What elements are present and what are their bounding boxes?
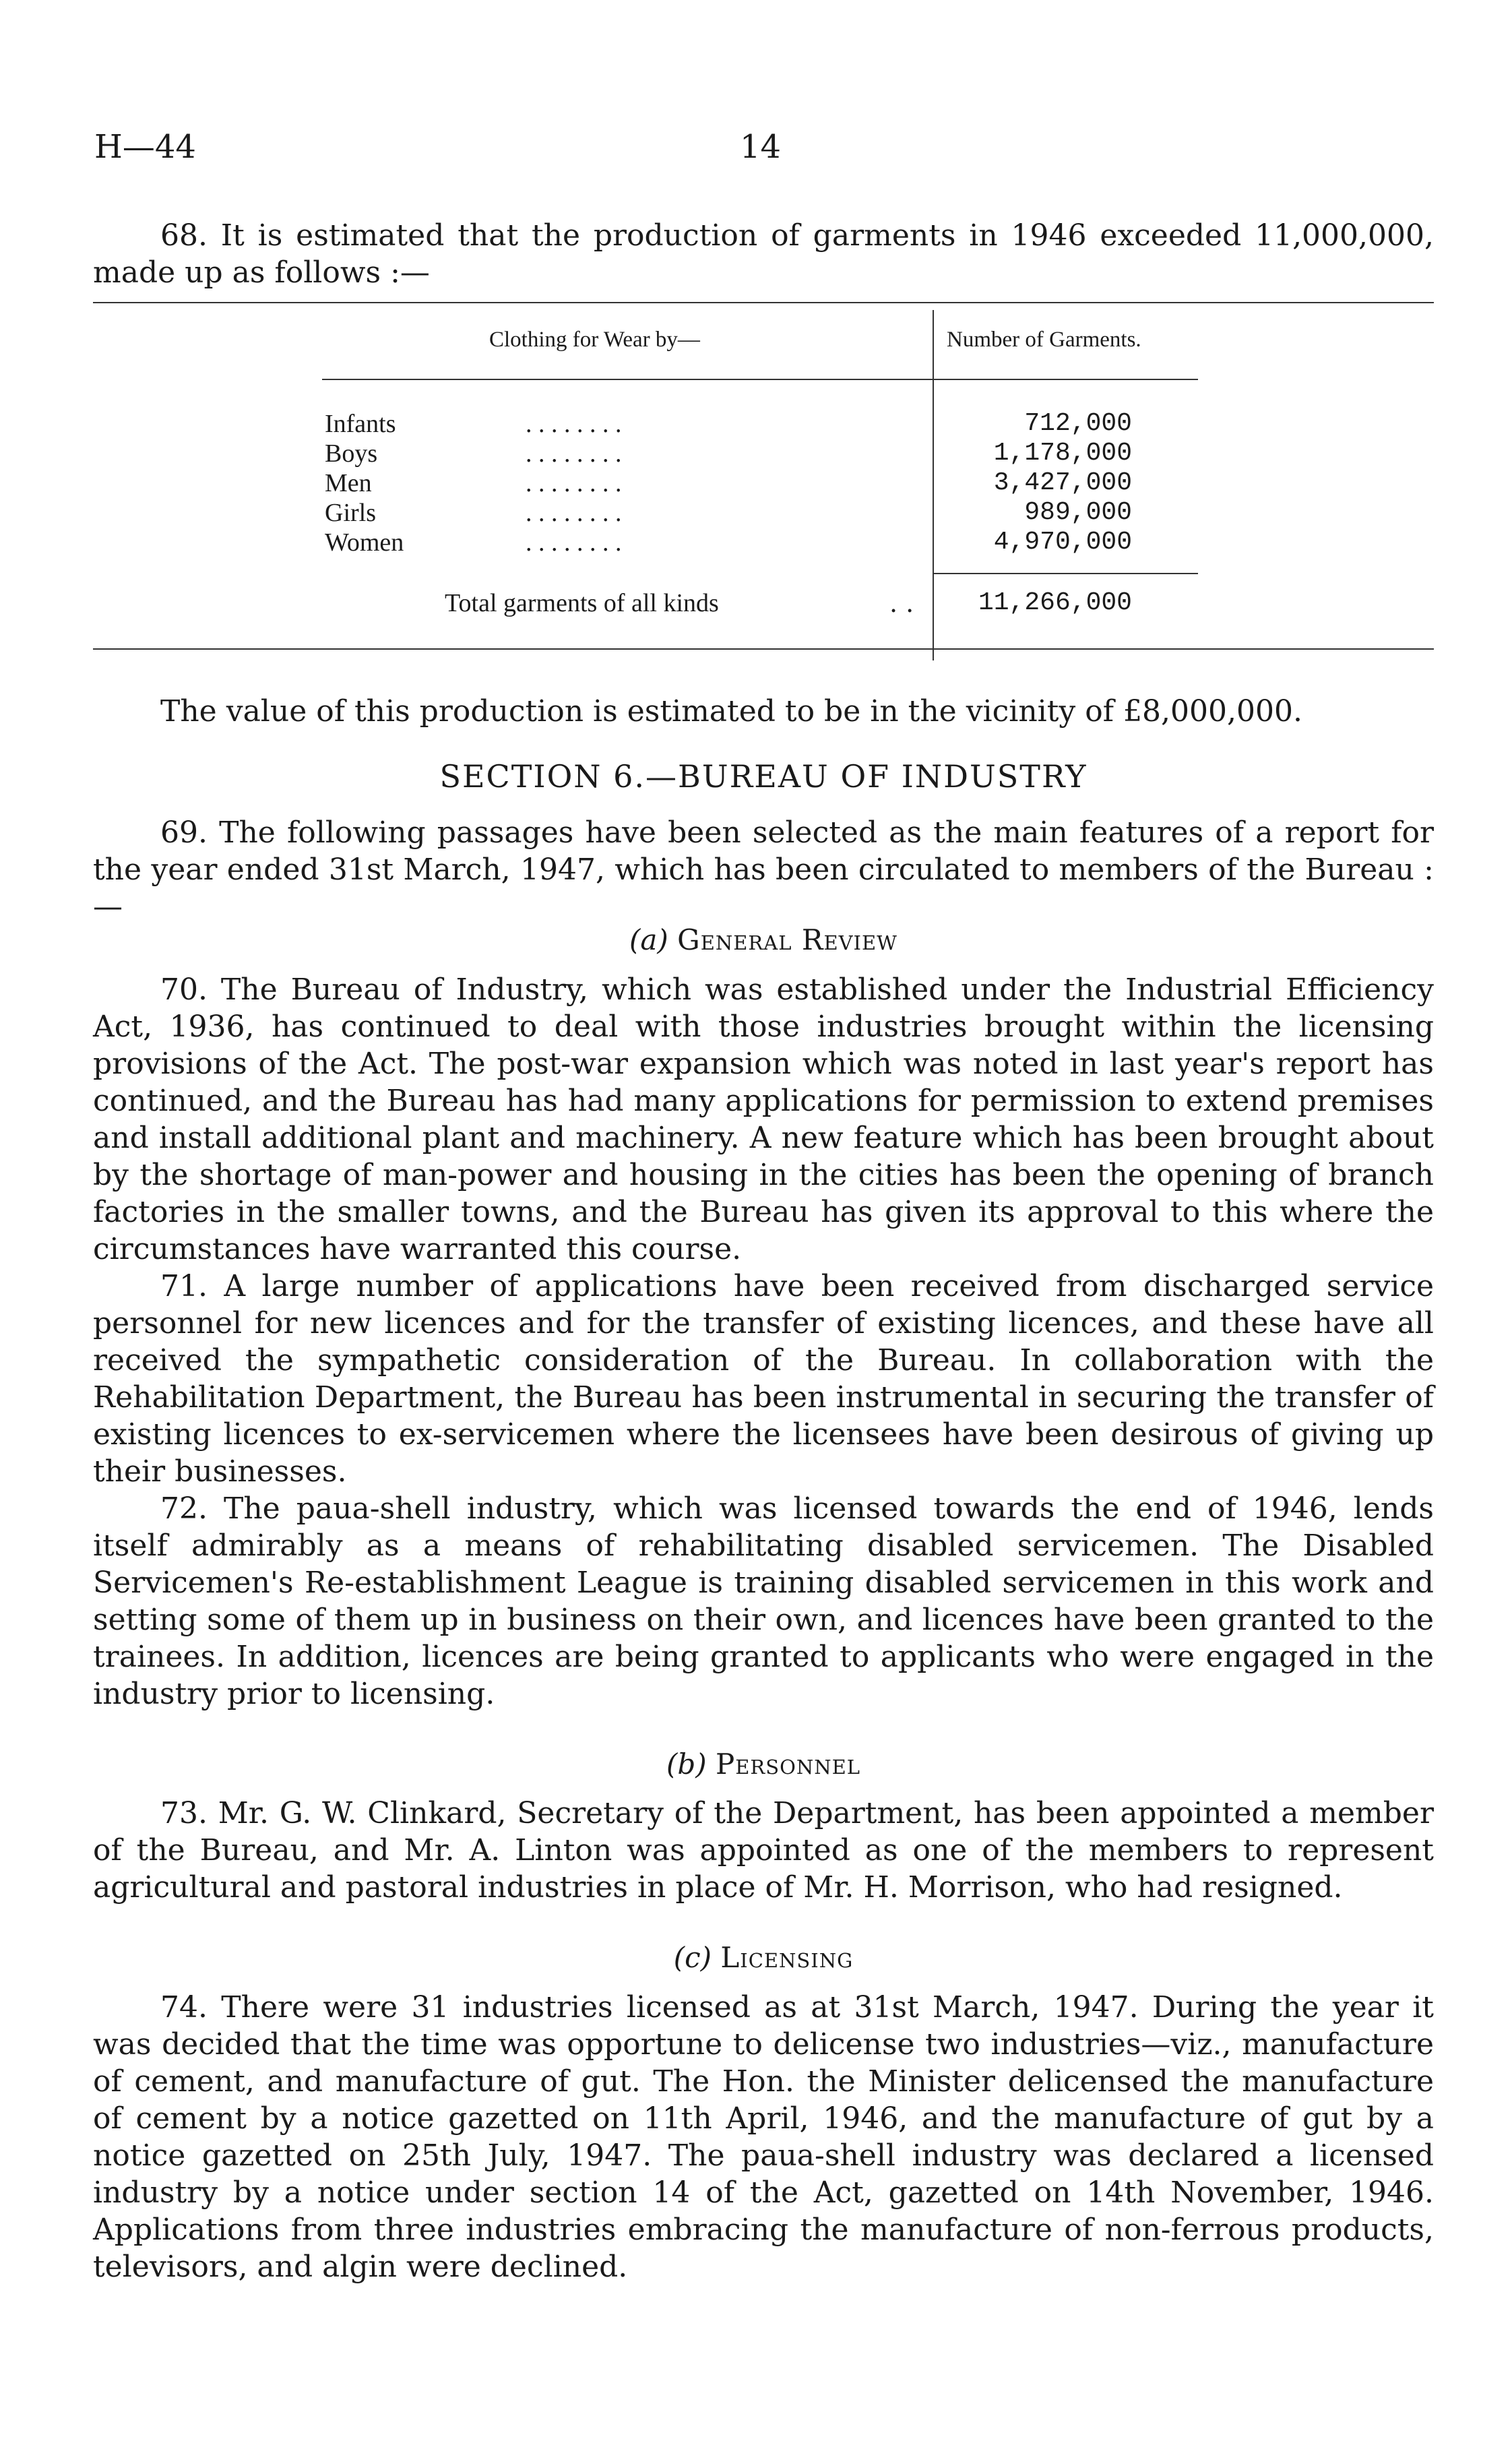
row-leader-dots: . . . . . . . . xyxy=(526,499,622,527)
subheading-letter: (b) xyxy=(666,1748,707,1781)
row-label: Women xyxy=(325,528,404,557)
row-value: 4,970,000 xyxy=(993,528,1132,557)
table-bottom-rule xyxy=(93,648,1434,650)
page-number: 14 xyxy=(740,128,782,166)
row-label: Men xyxy=(325,469,372,497)
total-label: Total garments of all kinds xyxy=(445,589,719,617)
subheading-personnel xyxy=(93,1748,1434,1781)
value-sentence: The value of this production is estimated to be in the vicinity of £8,000,000. xyxy=(160,694,1302,729)
paragraph-72: 72. The paua-shell industry, which was licensed towards the end of 1946, lends itself admirably as a means of rehabilitating disabled servicemen. The Disabled Servicemen's Re-establishment League is training disabled servicemen in this work and setting some of them up in business on their own, and licences have been granted to the trainees. In addition, licences are being granted to applicants who were engaged in the industry prior to licensing. xyxy=(93,1491,1434,1711)
table-header-clothing: Clothing for Wear by— xyxy=(489,328,700,352)
table-column-rule xyxy=(933,310,934,660)
paragraph-73: 73. Mr. G. W. Clinkard, Secretary of the Department, has been appointed a member of the Bureau, and Mr. A. Linton was appointed as one of the members to represent agricultural and pastoral industries in place of Mr. H. Morrison, who had resigned. xyxy=(93,1796,1434,1905)
paragraph-68: 68. It is estimated that the production of garments in 1946 exceeded 11,000,000, made up as follows :— xyxy=(93,218,1434,290)
paragraph-74: 74. There were 31 industries licensed as at 31st March, 1947. During the year it was decided that the time was opportune to delicense two industries—viz., manufacture of cement, and manufacture of gut. The Hon. the Minister delicensed the manufacture of cement by a notice gazetted on 11th April, 1946, and the manufacture of gut by a notice gazetted on 25th July, 1947. The paua-shell industry was declared a licensed industry by a notice under section 14 of the Act, gazetted on 14th November, 1946. Applications from three industries embracing the manufacture of non-ferrous products, televisors, and algin were declined. xyxy=(93,1990,1434,2284)
subheading-text: Licensing xyxy=(720,1941,854,1974)
total-value: 11,266,000 xyxy=(978,588,1132,617)
row-value: 1,178,000 xyxy=(993,439,1132,468)
row-label: Girls xyxy=(325,499,376,527)
paragraph-70: 70. The Bureau of Industry, which was established under the Industrial Efficiency Act, 1936, has continued to deal with those industries brought within the licensing provisions of the Act. The post-war expansion which was noted in last year's report has continued, and the Bureau has had many applications for permission to extend premises and install additional plant and machinery. A new feature which has been brought about by the shortage of man-power and housing in the cities has been the opening of branch factories in the smaller towns, and the Bureau has given its approval to this where the circumstances have warranted this course. xyxy=(93,973,1434,1266)
row-value: 989,000 xyxy=(1024,498,1132,527)
row-leader-dots: . . . . . . . . xyxy=(526,469,622,497)
document-code: H—44 xyxy=(94,128,196,166)
row-value: 712,000 xyxy=(1024,409,1132,438)
row-label: Infants xyxy=(325,410,396,438)
subheading-text: Personnel xyxy=(715,1748,861,1781)
table-top-rule xyxy=(93,302,1434,303)
section-title: SECTION 6.—BUREAU OF INDUSTRY xyxy=(439,758,1088,795)
paragraph-69: 69. The following passages have been selected as the main features of a report for the year ended 31st March, 1947, which has been circulated to members of the Bureau :— xyxy=(93,815,1434,924)
total-leader-dots: . . xyxy=(889,588,914,618)
table-header-rule xyxy=(322,379,1198,380)
subheading-general-review xyxy=(93,923,1434,956)
table-header-garments: Number of Garments. xyxy=(947,328,1141,352)
subheading-letter: (a) xyxy=(629,923,668,956)
row-leader-dots: . . . . . . . . xyxy=(526,439,622,468)
row-value: 3,427,000 xyxy=(993,468,1132,497)
row-leader-dots: . . . . . . . . xyxy=(526,410,622,438)
row-leader-dots: . . . . . . . . xyxy=(526,528,622,557)
subheading-letter: (c) xyxy=(673,1941,712,1974)
paragraph-71: 71. A large number of applications have been received from discharged service personnel for new licences and for the transfer of existing licences, and these have all received the sympathetic consideration of the Bureau. In collaboration with the Rehabilitation Department, the Bureau has been instrumental in securing the transfer of existing licences to ex-servicemen where the licensees have been desirous of giving up their businesses. xyxy=(93,1269,1434,1489)
subheading-text: General Review xyxy=(677,923,897,956)
subheading-licensing xyxy=(93,1941,1434,1974)
total-rule xyxy=(934,573,1198,574)
row-label: Boys xyxy=(325,439,378,468)
